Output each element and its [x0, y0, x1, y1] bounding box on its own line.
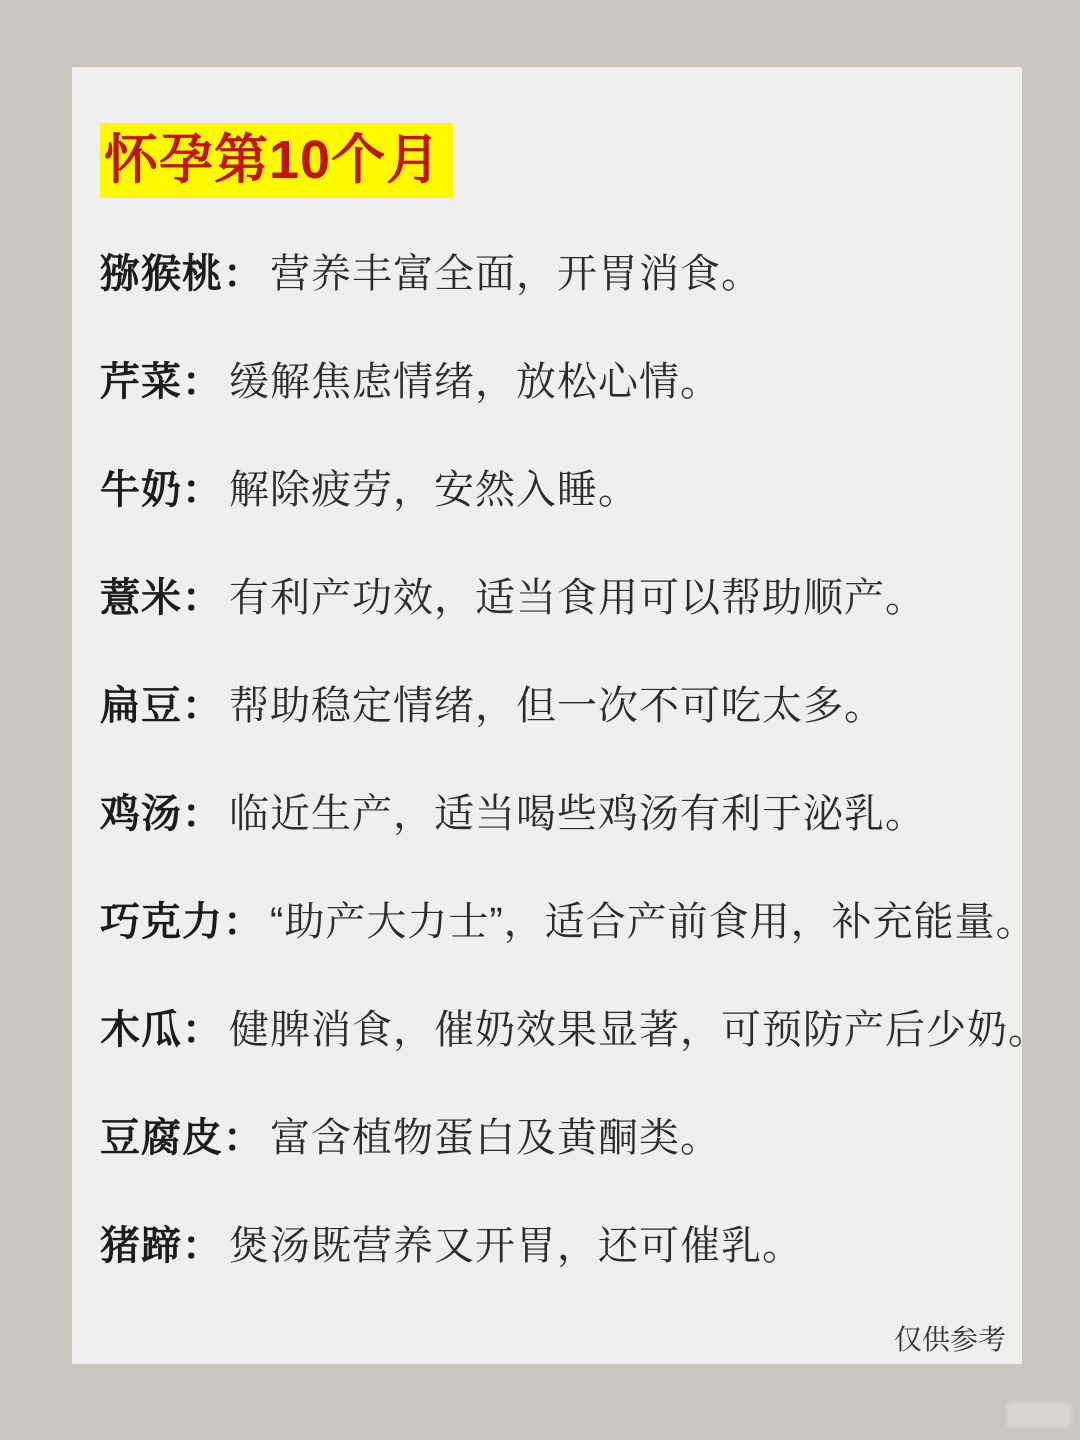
food-description: 健脾消食，催奶效果显著，可预防产后少奶。	[229, 1008, 1049, 1052]
list-item	[100, 466, 994, 514]
list-item	[100, 250, 994, 298]
food-description: 富含植物蛋白及黄酮类。	[270, 1116, 721, 1160]
food-name: 猪蹄：	[100, 1224, 223, 1268]
food-name: 猕猴桃：	[100, 252, 264, 296]
food-description: 有利产功效，适当食用可以帮助顺产。	[229, 576, 926, 620]
food-description: 营养丰富全面，开胃消食。	[270, 252, 762, 296]
list-item	[100, 790, 994, 838]
list-item	[100, 1222, 994, 1270]
food-name: 豆腐皮：	[100, 1116, 264, 1160]
list-item	[100, 574, 994, 622]
food-name: 巧克力：	[100, 900, 264, 944]
food-description: “助产大力士”，适合产前食用，补充能量。	[270, 900, 1037, 944]
food-description: 解除疲劳，安然入睡。	[229, 468, 639, 512]
food-list	[100, 250, 1049, 1270]
food-description: 帮助稳定情绪，但一次不可吃太多。	[229, 684, 885, 728]
food-name: 芹菜：	[100, 360, 223, 404]
list-item	[100, 682, 994, 730]
food-name: 鸡汤：	[100, 792, 223, 836]
food-description: 临近生产，适当喝些鸡汤有利于泌乳。	[229, 792, 926, 836]
list-item	[100, 1114, 994, 1162]
page-title: 怀孕第10个月	[100, 123, 453, 198]
food-name: 扁豆：	[100, 684, 223, 728]
food-name: 牛奶：	[100, 468, 223, 512]
food-description: 缓解焦虑情绪，放松心情。	[229, 360, 721, 404]
food-name: 薏米：	[100, 576, 223, 620]
note-card	[72, 67, 1049, 1364]
reference-note: 仅供参考	[893, 1324, 1006, 1355]
food-name: 木瓜：	[100, 1008, 223, 1052]
food-description: 煲汤既营养又开胃，还可催乳。	[229, 1224, 803, 1268]
list-item	[100, 898, 1037, 946]
watermark	[1006, 1402, 1072, 1428]
list-item	[100, 358, 994, 406]
list-item	[100, 1006, 1049, 1054]
